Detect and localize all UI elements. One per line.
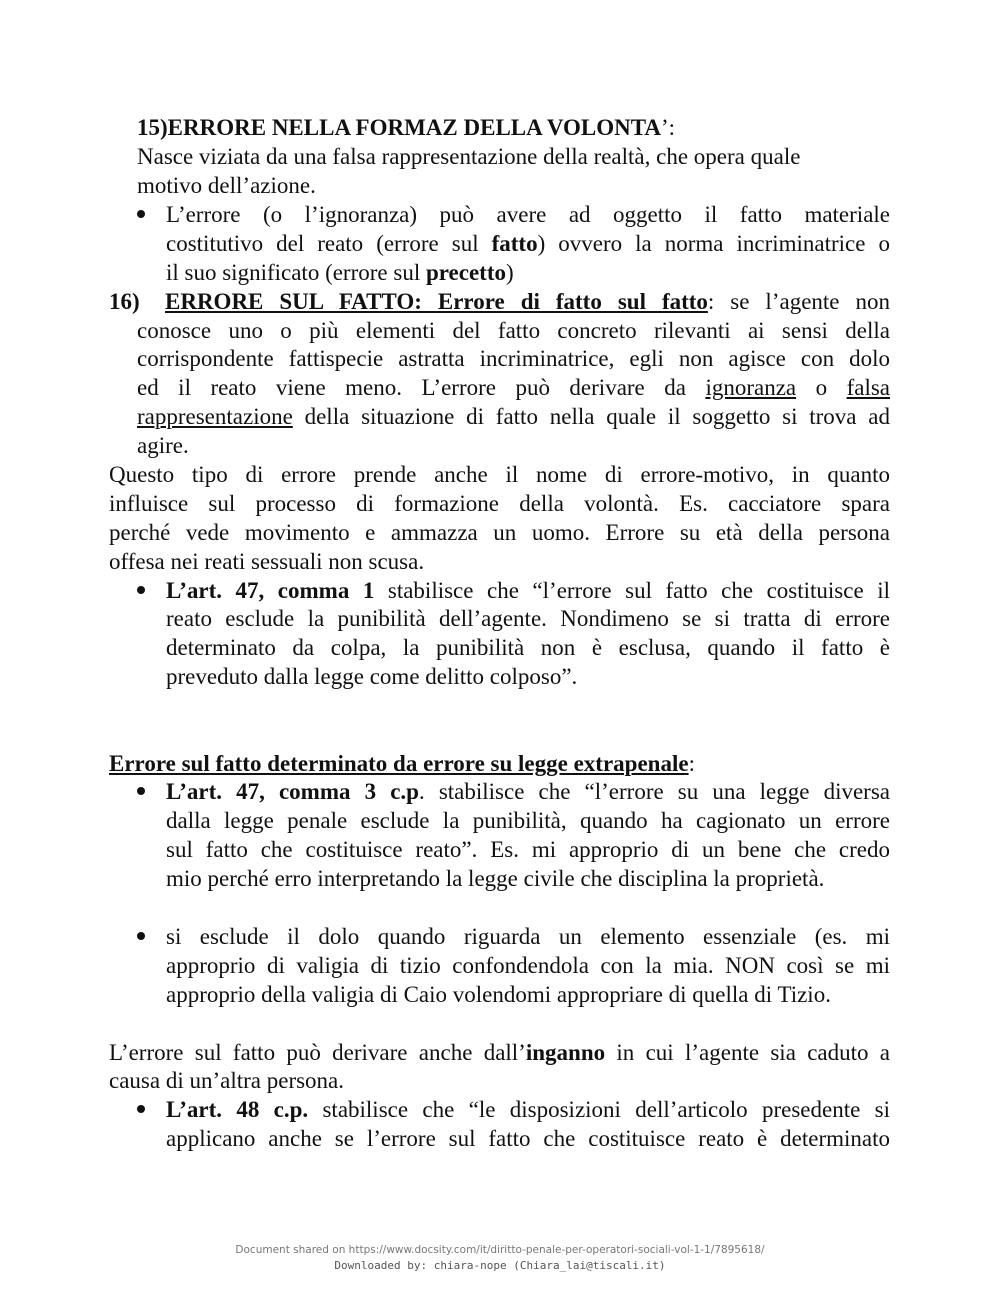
art47-c1-line: reato esclude la punibilità dell’agente. Nondimeno se si tratta di errore [166, 606, 890, 631]
inganno-line: causa di un’altra persona. [109, 1068, 345, 1093]
section-15-bullet-line: costitutivo del reato (errore sul fatto) ovvero la norma incriminatrice o [166, 231, 890, 256]
section-15-bullet-line: L’errore (o l’ignoranza) può avere ad oggetto il fatto materiale [166, 202, 890, 227]
art47-c1-line: determinato da colpa, la punibilità non è esclusa, quando il fatto è [166, 635, 890, 660]
section-15-text-line: Nasce viziata da una falsa rappresentazione della realtà, che opera quale [137, 144, 801, 169]
section-16-text-line: agire. [137, 433, 189, 458]
paragraph-line: Questo tipo di errore prende anche il nome di errore-motivo, in quanto [109, 462, 890, 487]
section-15-bullet-line: il suo significato (errore sul precetto) [166, 260, 514, 285]
dolo-line: approprio della valigia di Caio volendomi appropriare di quella di Tizio. [166, 982, 831, 1007]
dolo-line: si esclude il dolo quando riguarda un elemento essenziale (es. mi [166, 924, 890, 949]
paragraph-line: offesa nei reati sessuali non scusa. [109, 549, 425, 574]
section-15-number: 15) [137, 115, 168, 140]
section-16-number: 16) [109, 289, 140, 314]
section-16-text-line: conosce uno o più elementi del fatto concreto rilevanti ai sensi della [137, 318, 890, 343]
section-16-text-line: rappresentazione della situazione di fatto nella quale il soggetto si trova ad [137, 404, 890, 429]
section-16-text-line: ed il reato viene meno. L’errore può derivare da ignoranza o falsa [137, 375, 890, 400]
bold-term: precetto [425, 260, 506, 285]
bullet-icon [137, 586, 145, 594]
section-15-title-end: ’: [660, 115, 675, 140]
section-16-heading: ERRORE SUL FATTO: Errore di fatto sul fatto: se l’agente non [165, 289, 890, 314]
paragraph-line: perché vede movimento e ammazza un uomo. Errore su età della persona [109, 520, 890, 545]
art47-c3-line: sul fatto che costituisce reato”. Es. mi approprio di un bene che credo [166, 837, 890, 862]
inganno-line: L’errore sul fatto può derivare anche dall’inganno in cui l’agente sia caduto a [109, 1040, 891, 1065]
footer-shared-link[interactable]: Document shared on https://www.docsity.com/it/diritto-penale-per-operatori-sociali-vol-1-1/7895618/ [235, 1244, 765, 1256]
section-heading: Errore sul fatto determinato da errore su legge extrapenale: [109, 751, 695, 776]
art48-line: L’art. 48 c.p. stabilisce che “le disposizioni dell’articolo presedente si [166, 1097, 890, 1122]
art47-c1-line: L’art. 47, comma 1 stabilisce che “l’errore sul fatto che costituisce il [166, 578, 890, 603]
art47-c3-line: L’art. 47, comma 3 c.p. stabilisce che “l’errore su una legge diversa [166, 779, 890, 804]
art47-c3-line: mio perché erro interpretando la legge civile che disciplina la proprietà. [166, 866, 825, 891]
art47-c3-line: dalla legge penale esclude la punibilità, quando ha cagionato un errore [166, 808, 890, 833]
section-15-heading [137, 113, 675, 142]
bullet-icon [137, 787, 145, 795]
section-16-text-line: corrispondente fattispecie astratta incriminatrice, egli non agisce con dolo [137, 346, 890, 371]
dolo-line: approprio di valigia di tizio confondendola con la mia. NON così se mi [166, 953, 890, 978]
bold-term: fatto [491, 231, 538, 256]
section-15-title: ERRORE NELLA FORMAZ DELLA VOLONTA [167, 115, 661, 140]
section-15-text-line: motivo dell’azione. [137, 173, 316, 198]
bullet-icon [137, 932, 145, 940]
art47-c1-line: preveduto dalla legge come delitto colposo”. [166, 664, 578, 689]
bullet-icon [137, 1105, 145, 1113]
paragraph-line: influisce sul processo di formazione della volontà. Es. cacciatore spara [109, 491, 890, 516]
art48-line: applicano anche se l’errore sul fatto che costituisce reato è determinato [166, 1126, 890, 1151]
bullet-icon [137, 210, 145, 218]
footer-downloaded-by: Downloaded by: chiara-nope (Chiara_lai@tiscali.it) [334, 1259, 666, 1272]
section-16-title: ERRORE SUL FATTO: Errore di fatto sul fatto [165, 289, 708, 314]
